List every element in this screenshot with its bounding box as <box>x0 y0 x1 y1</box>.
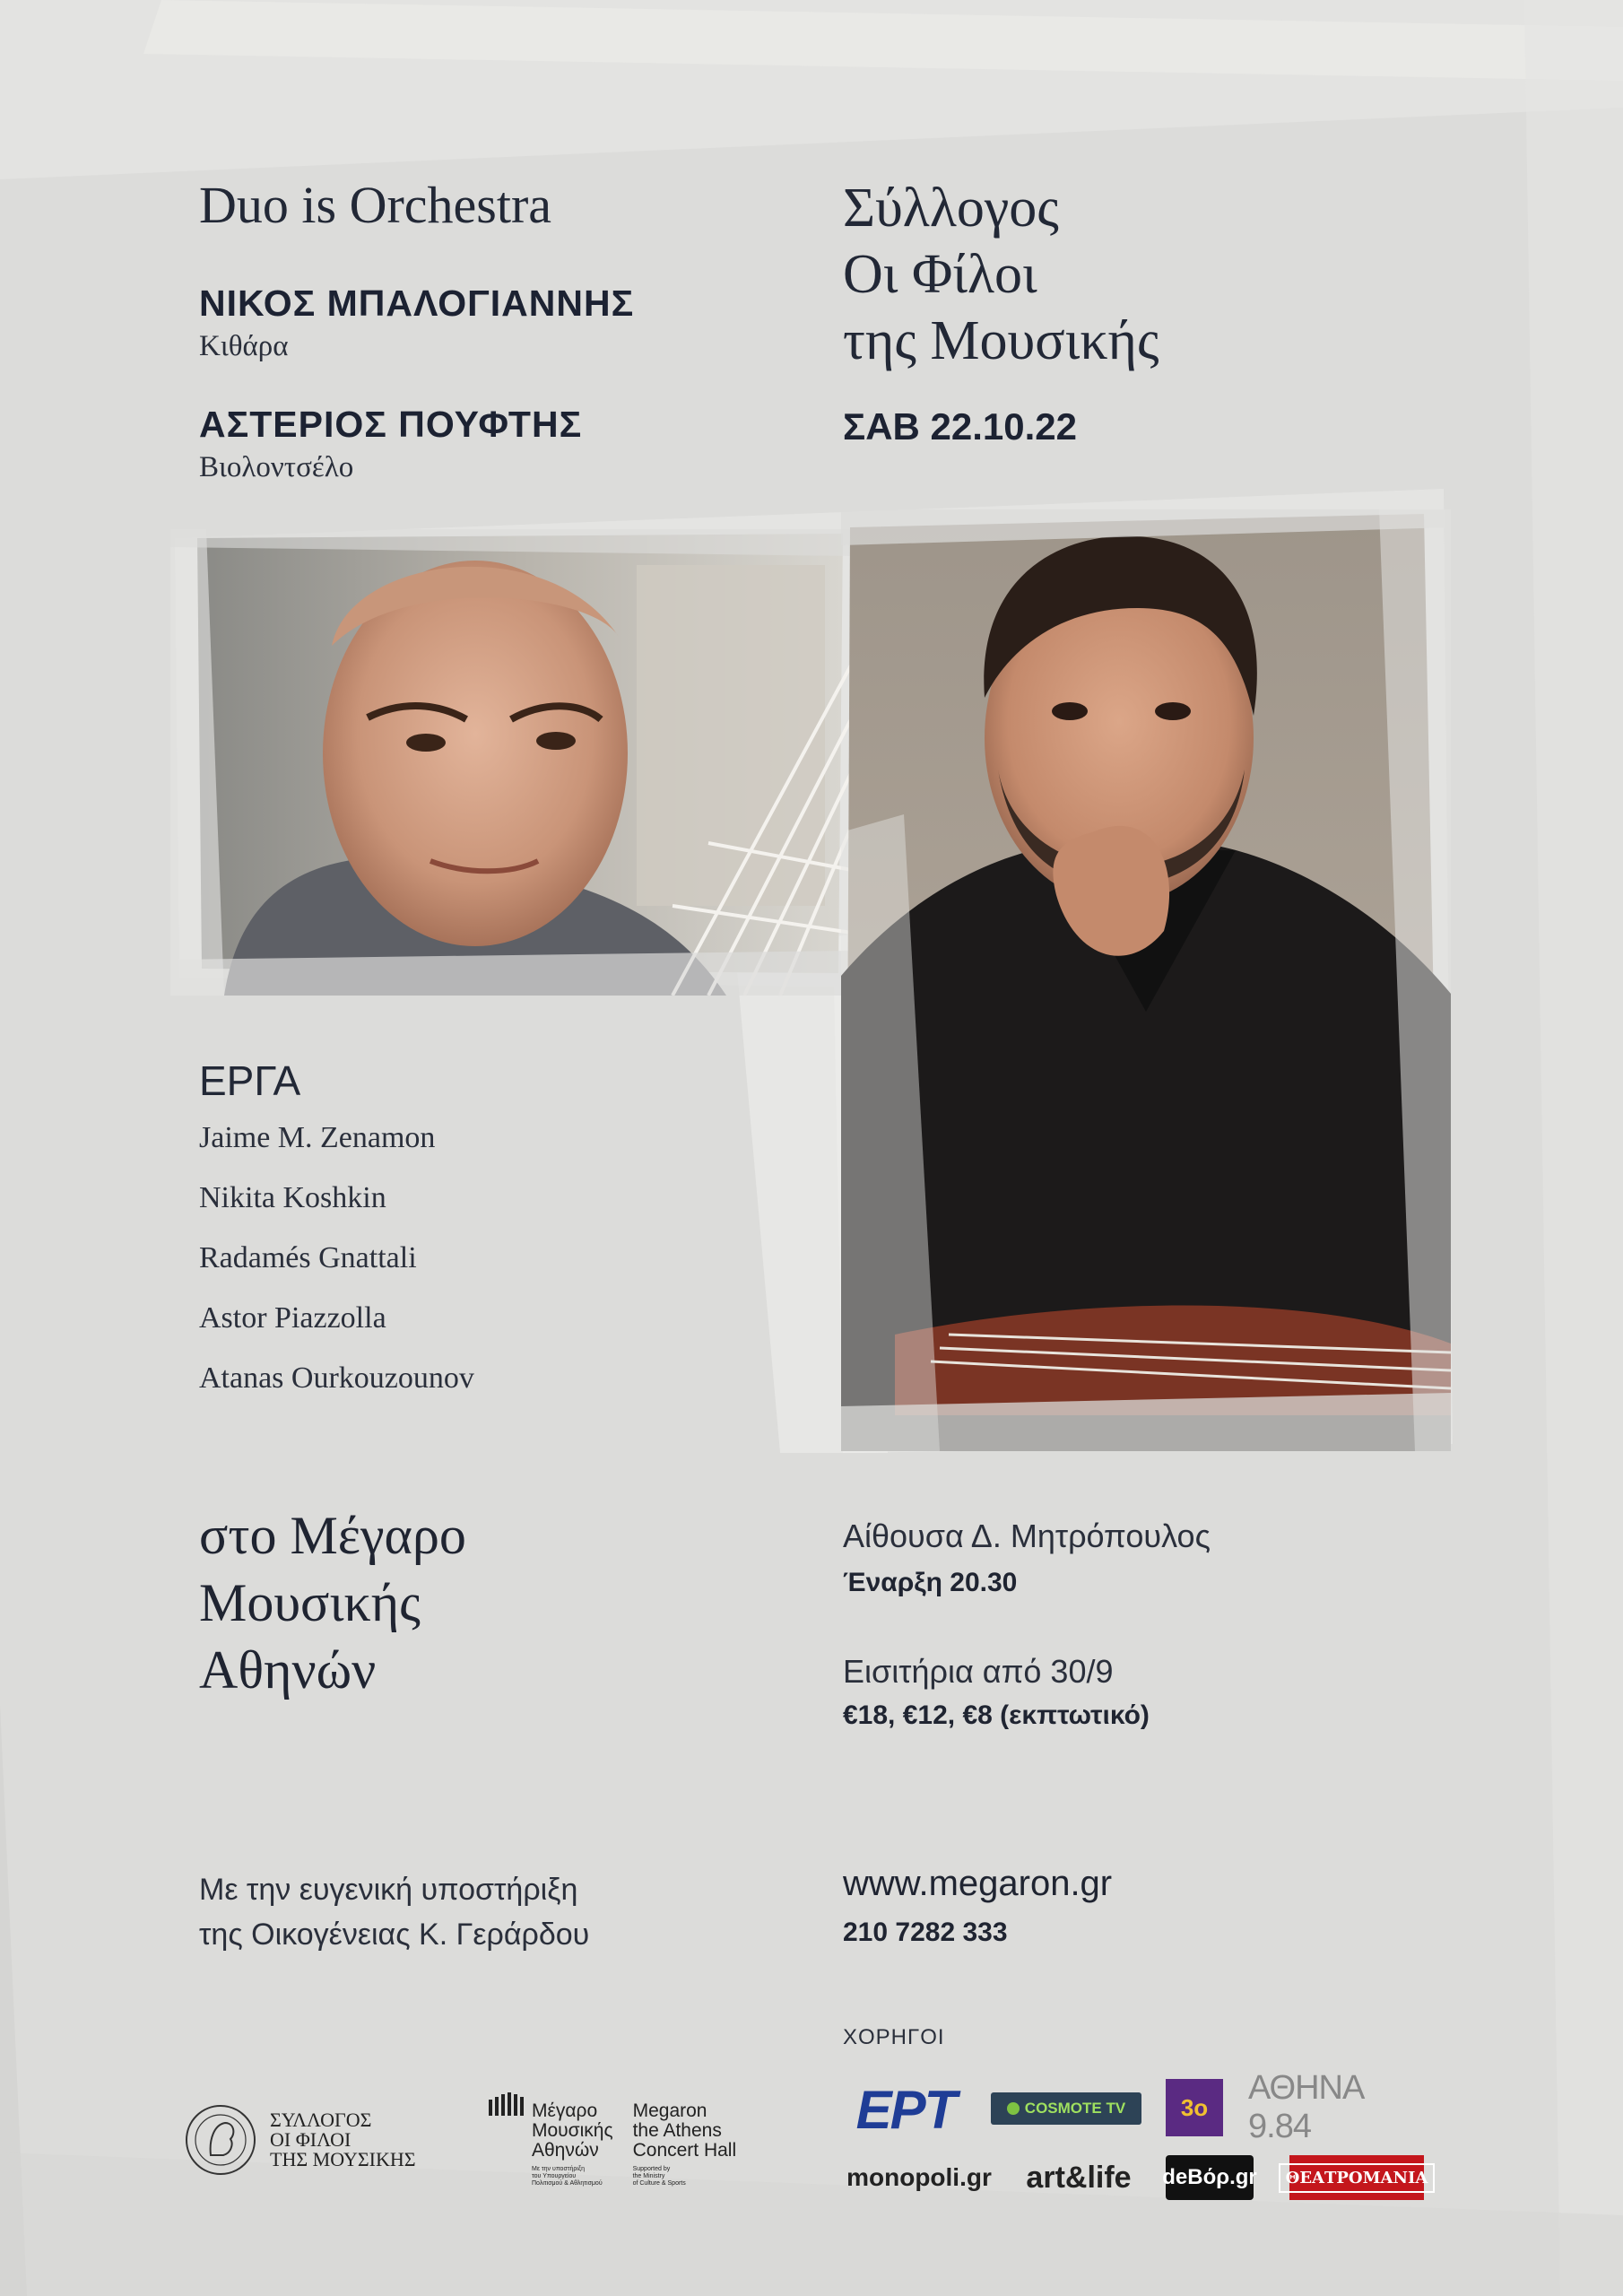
artist-1 <box>199 283 634 363</box>
phone-number: 210 7282 333 <box>843 1918 1008 1947</box>
support-line-1: Με την ευγενική υποστήριξη <box>199 1873 578 1907</box>
megaron-gr-support-line-2: του Υπουργείου <box>532 2173 577 2179</box>
friends-logo-line-3: ΤΗΣ ΜΟΥΣΙΚΗΣ <box>270 2148 416 2170</box>
concert-date: ΣΑΒ 22.10.22 <box>843 405 1078 448</box>
venue-line-3: Αθηνών <box>199 1640 377 1700</box>
devor-logo-text: deΒόρ.gr <box>1162 2165 1257 2189</box>
list-item: Nikita Koshkin <box>199 1181 386 1214</box>
megaron-en-support-line-3: of Culture & Sports <box>632 2180 686 2187</box>
megaron-en-line-1: Megaron <box>632 2100 707 2121</box>
megaron-en-line-3: Concert Hall <box>632 2140 737 2161</box>
support-line-2: της Οικογένειας Κ. Γεράρδου <box>199 1918 590 1952</box>
friends-of-music-logo <box>184 2103 416 2177</box>
list-item: Jaime M. Zenamon <box>199 1121 436 1154</box>
megaron-greek-text <box>532 2101 613 2187</box>
cosmote-logo-text: COSMOTE TV <box>1024 2100 1126 2117</box>
artist-2 <box>199 404 582 484</box>
trito-logo-text: 3ο <box>1180 2093 1209 2121</box>
support-credit <box>199 1867 589 1957</box>
megaron-gr-support-line-1: Με την υποστήριξη <box>532 2166 585 2172</box>
venue-line-1: στο Μέγαρο <box>199 1506 466 1565</box>
venue-line-2: Μουσικής <box>199 1573 421 1632</box>
cosmote-tv-logo <box>991 2092 1141 2125</box>
artist-1-instrument: Κιθάρα <box>199 330 289 362</box>
megaron-gr-support-line-3: Πολιτισμού & Αθλητισμού <box>532 2180 603 2187</box>
hall-name: Αίθουσα Δ. Μητρόπουλος <box>843 1518 1211 1554</box>
megaron-gr-line-3: Αθηνών <box>532 2140 599 2161</box>
devor-logo <box>1162 2155 1257 2200</box>
megaron-logo <box>489 2092 736 2187</box>
megaron-en-support <box>633 2166 737 2187</box>
organizer-line-2: Οι Φίλοι <box>843 244 1037 305</box>
list-item: Atanas Ourkouzounov <box>199 1361 474 1395</box>
trito-logo <box>1166 2079 1223 2136</box>
megaron-gr-line-1: Μέγαρο <box>532 2100 598 2121</box>
megaron-en-support-line-1: Supported by <box>632 2166 671 2172</box>
cellist-photo <box>841 509 1451 1451</box>
ert-logo <box>843 2079 968 2140</box>
works-list <box>199 1121 474 1422</box>
friends-logo-line-2: ΟΙ ΦΙΛΟΙ <box>270 2128 352 2151</box>
athina-984-logo <box>1248 2069 1428 2145</box>
ticket-prices: €18, €12, €8 (εκπτωτικό) <box>843 1700 1150 1730</box>
megaron-gr-support <box>532 2166 613 2187</box>
sponsors-heading: ΧΟΡΗΓΟΙ <box>843 2025 945 2049</box>
venue-name <box>199 1502 466 1704</box>
cosmote-dot-icon <box>1007 2102 1020 2115</box>
organizer-line-3: της Μουσικής <box>843 310 1159 371</box>
megaron-en-line-2: the Athens <box>632 2120 722 2141</box>
megaron-bars-icon <box>489 2092 525 2116</box>
start-time: Έναρξη 20.30 <box>843 1568 1018 1597</box>
ert-logo-text: ΕΡΤ <box>855 2079 956 2140</box>
art-and-life-logo <box>1020 2157 1137 2198</box>
organizer-name <box>843 175 1159 374</box>
tickets-info: Εισιτήρια από 30/9 <box>843 1653 1114 1690</box>
monopoli-logo-text: monopoli.gr <box>846 2163 992 2191</box>
website-link[interactable]: www.megaron.gr <box>843 1864 1113 1903</box>
megaron-gr-line-2: Μουσικής <box>532 2120 613 2141</box>
megaron-english-text <box>633 2101 737 2187</box>
artist-2-instrument: Βιολοντσέλο <box>199 451 354 483</box>
theatromania-logo <box>1285 2155 1428 2200</box>
friends-logo-text <box>270 2110 416 2170</box>
list-item: Astor Piazzolla <box>199 1301 386 1335</box>
concert-title: Duo is Orchestra <box>199 176 552 234</box>
theatromania-logo-text: ΘΕΑΤΡΟΜΑΝΙΑ <box>1279 2163 1436 2193</box>
artlife-logo-text: art&life <box>1026 2160 1132 2195</box>
list-item: Radamés Gnattali <box>199 1241 417 1274</box>
friends-logo-line-1: ΣΥΛΛΟΓΟΣ <box>270 2109 372 2131</box>
friends-seal-icon <box>184 2103 257 2177</box>
athina-logo-text: ΑΘΗΝΑ 9.84 <box>1248 2069 1363 2145</box>
megaron-en-support-line-2: the Ministry <box>632 2173 665 2179</box>
works-heading: ΕΡΓΑ <box>199 1057 301 1104</box>
artist-2-name: ΑΣΤΕΡΙΟΣ ΠΟΥΦΤΗΣ <box>199 404 583 445</box>
organizer-line-1: Σύλλογος <box>843 178 1059 239</box>
guitarist-photo <box>170 529 852 996</box>
monopoli-logo <box>843 2160 995 2196</box>
artist-1-name: ΝΙΚΟΣ ΜΠΑΛΟΓΙΑΝΝΗΣ <box>199 283 635 324</box>
